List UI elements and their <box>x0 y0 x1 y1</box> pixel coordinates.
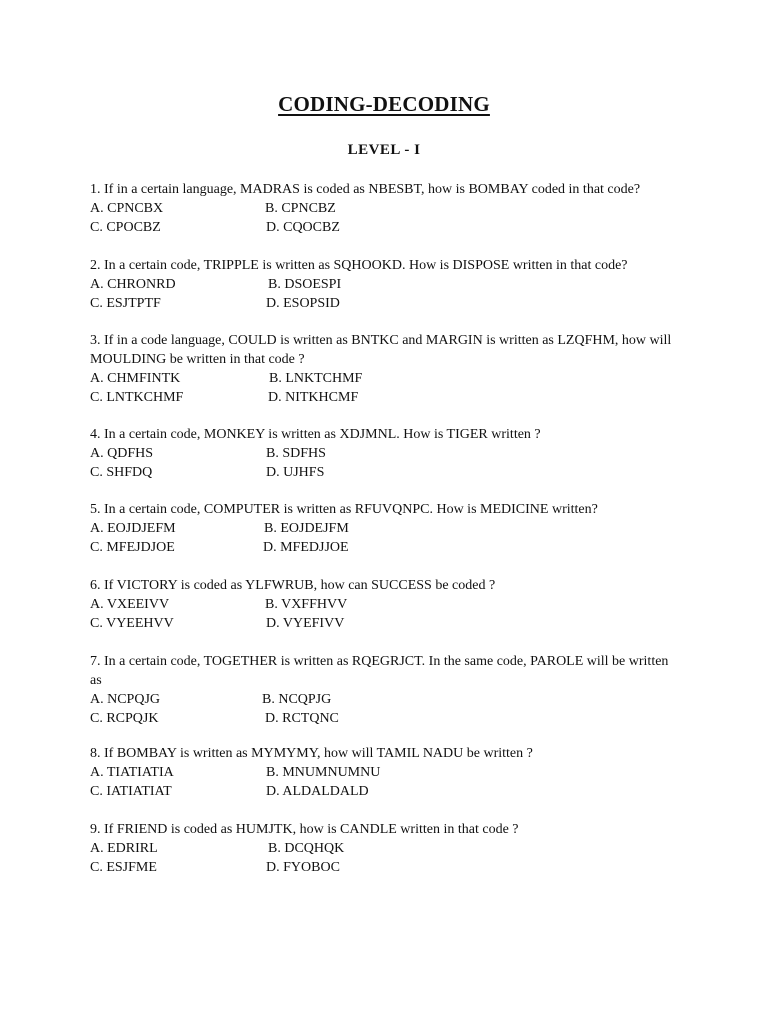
question-9 <box>90 820 680 877</box>
option-c: C. RCPQJK <box>90 711 159 726</box>
question-stem: 5. In a certain code, COMPUTER is written as RFUVQNPC. How is MEDICINE written? <box>90 502 598 517</box>
option-c: C. LNTKCHMF <box>90 390 184 405</box>
options-row <box>90 690 680 709</box>
question-stem: 4. In a certain code, MONKEY is written as XDJMNL. How is TIGER written ? <box>90 427 541 442</box>
question-stem: 1. If in a certain language, MADRAS is coded as NBESBT, how is BOMBAY coded in that code? <box>90 182 641 197</box>
option-c: C. ESJFME <box>90 860 157 875</box>
options-row <box>90 275 680 294</box>
options-row <box>90 519 680 538</box>
option-d: D. UJHFS <box>266 465 325 480</box>
options-row <box>90 709 680 728</box>
question-8 <box>90 744 680 801</box>
question-5 <box>90 500 680 557</box>
question-stem: 3. If in a code language, COULD is written as BNTKC and MARGIN is written as LZQFHM, how will MOULDING be written in that code ? <box>90 333 672 367</box>
option-a: A. VXEEIVV <box>90 597 170 612</box>
option-d: D. ESOPSID <box>266 296 340 311</box>
option-b: B. MNUMNUMNU <box>266 765 381 780</box>
option-a: A. EDRIRL <box>90 841 158 856</box>
options-row <box>90 199 680 218</box>
question-stem: 7. In a certain code, TOGETHER is written as RQEGRJCT. In the same code, PAROLE will be written as <box>90 654 669 688</box>
option-b: B. DCQHQK <box>268 841 345 856</box>
question-stem: 2. In a certain code, TRIPPLE is written as SQHOOKD. How is DISPOSE written in that code? <box>90 258 628 273</box>
question-6 <box>90 576 680 633</box>
options-row <box>90 294 680 313</box>
option-a: A. TIATIATIA <box>90 765 174 780</box>
option-d: D. VYEFIVV <box>266 616 345 631</box>
option-d: D. FYOBOC <box>266 860 340 875</box>
options-row <box>90 763 680 782</box>
option-b: B. EOJDEJFM <box>264 521 349 536</box>
options-row <box>90 538 680 557</box>
options-row <box>90 858 680 877</box>
option-c: C. MFEJDJOE <box>90 540 175 555</box>
option-a: A. CHRONRD <box>90 277 176 292</box>
option-c: C. IATIATIAT <box>90 784 172 799</box>
option-b: B. NCQPJG <box>262 692 332 707</box>
option-d: D. ALDALDALD <box>266 784 369 799</box>
option-b: B. LNKTCHMF <box>269 371 363 386</box>
option-a: A. CPNCBX <box>90 201 164 216</box>
option-a: A. CHMFINTK <box>90 371 181 386</box>
level-heading: LEVEL - I <box>347 142 421 158</box>
option-b: B. SDFHS <box>266 446 326 461</box>
option-a: A. QDFHS <box>90 446 154 461</box>
options-row <box>90 388 680 407</box>
option-d: D. MFEDJJOE <box>263 540 349 555</box>
question-2 <box>90 256 680 313</box>
option-a: A. EOJDJEFM <box>90 521 176 536</box>
question-7 <box>90 652 680 728</box>
option-d: D. NITKHCMF <box>268 390 359 405</box>
option-c: C. SHFDQ <box>90 465 153 480</box>
options-row <box>90 369 680 388</box>
option-b: B. VXFFHVV <box>265 597 348 612</box>
options-row <box>90 782 680 801</box>
question-3 <box>90 331 680 407</box>
option-d: D. RCTQNC <box>265 711 339 726</box>
options-row <box>90 614 680 633</box>
options-row <box>90 595 680 614</box>
option-d: D. CQOCBZ <box>266 220 340 235</box>
question-stem: 9. If FRIEND is coded as HUMJTK, how is CANDLE written in that code ? <box>90 822 519 837</box>
option-c: C. CPOCBZ <box>90 220 161 235</box>
question-stem: 8. If BOMBAY is written as MYMYMY, how will TAMIL NADU be written ? <box>90 746 533 761</box>
option-c: C. ESJTPTF <box>90 296 161 311</box>
options-row <box>90 463 680 482</box>
option-b: B. CPNCBZ <box>265 201 336 216</box>
option-c: C. VYEEHVV <box>90 616 174 631</box>
option-a: A. NCPQJG <box>90 692 161 707</box>
options-row <box>90 218 680 237</box>
page-title: CODING-DECODING <box>278 92 490 116</box>
question-4 <box>90 425 680 482</box>
option-b: B. DSOESPI <box>268 277 342 292</box>
question-stem: 6. If VICTORY is coded as YLFWRUB, how can SUCCESS be coded ? <box>90 578 496 593</box>
options-row <box>90 839 680 858</box>
question-1 <box>90 180 680 237</box>
options-row <box>90 444 680 463</box>
